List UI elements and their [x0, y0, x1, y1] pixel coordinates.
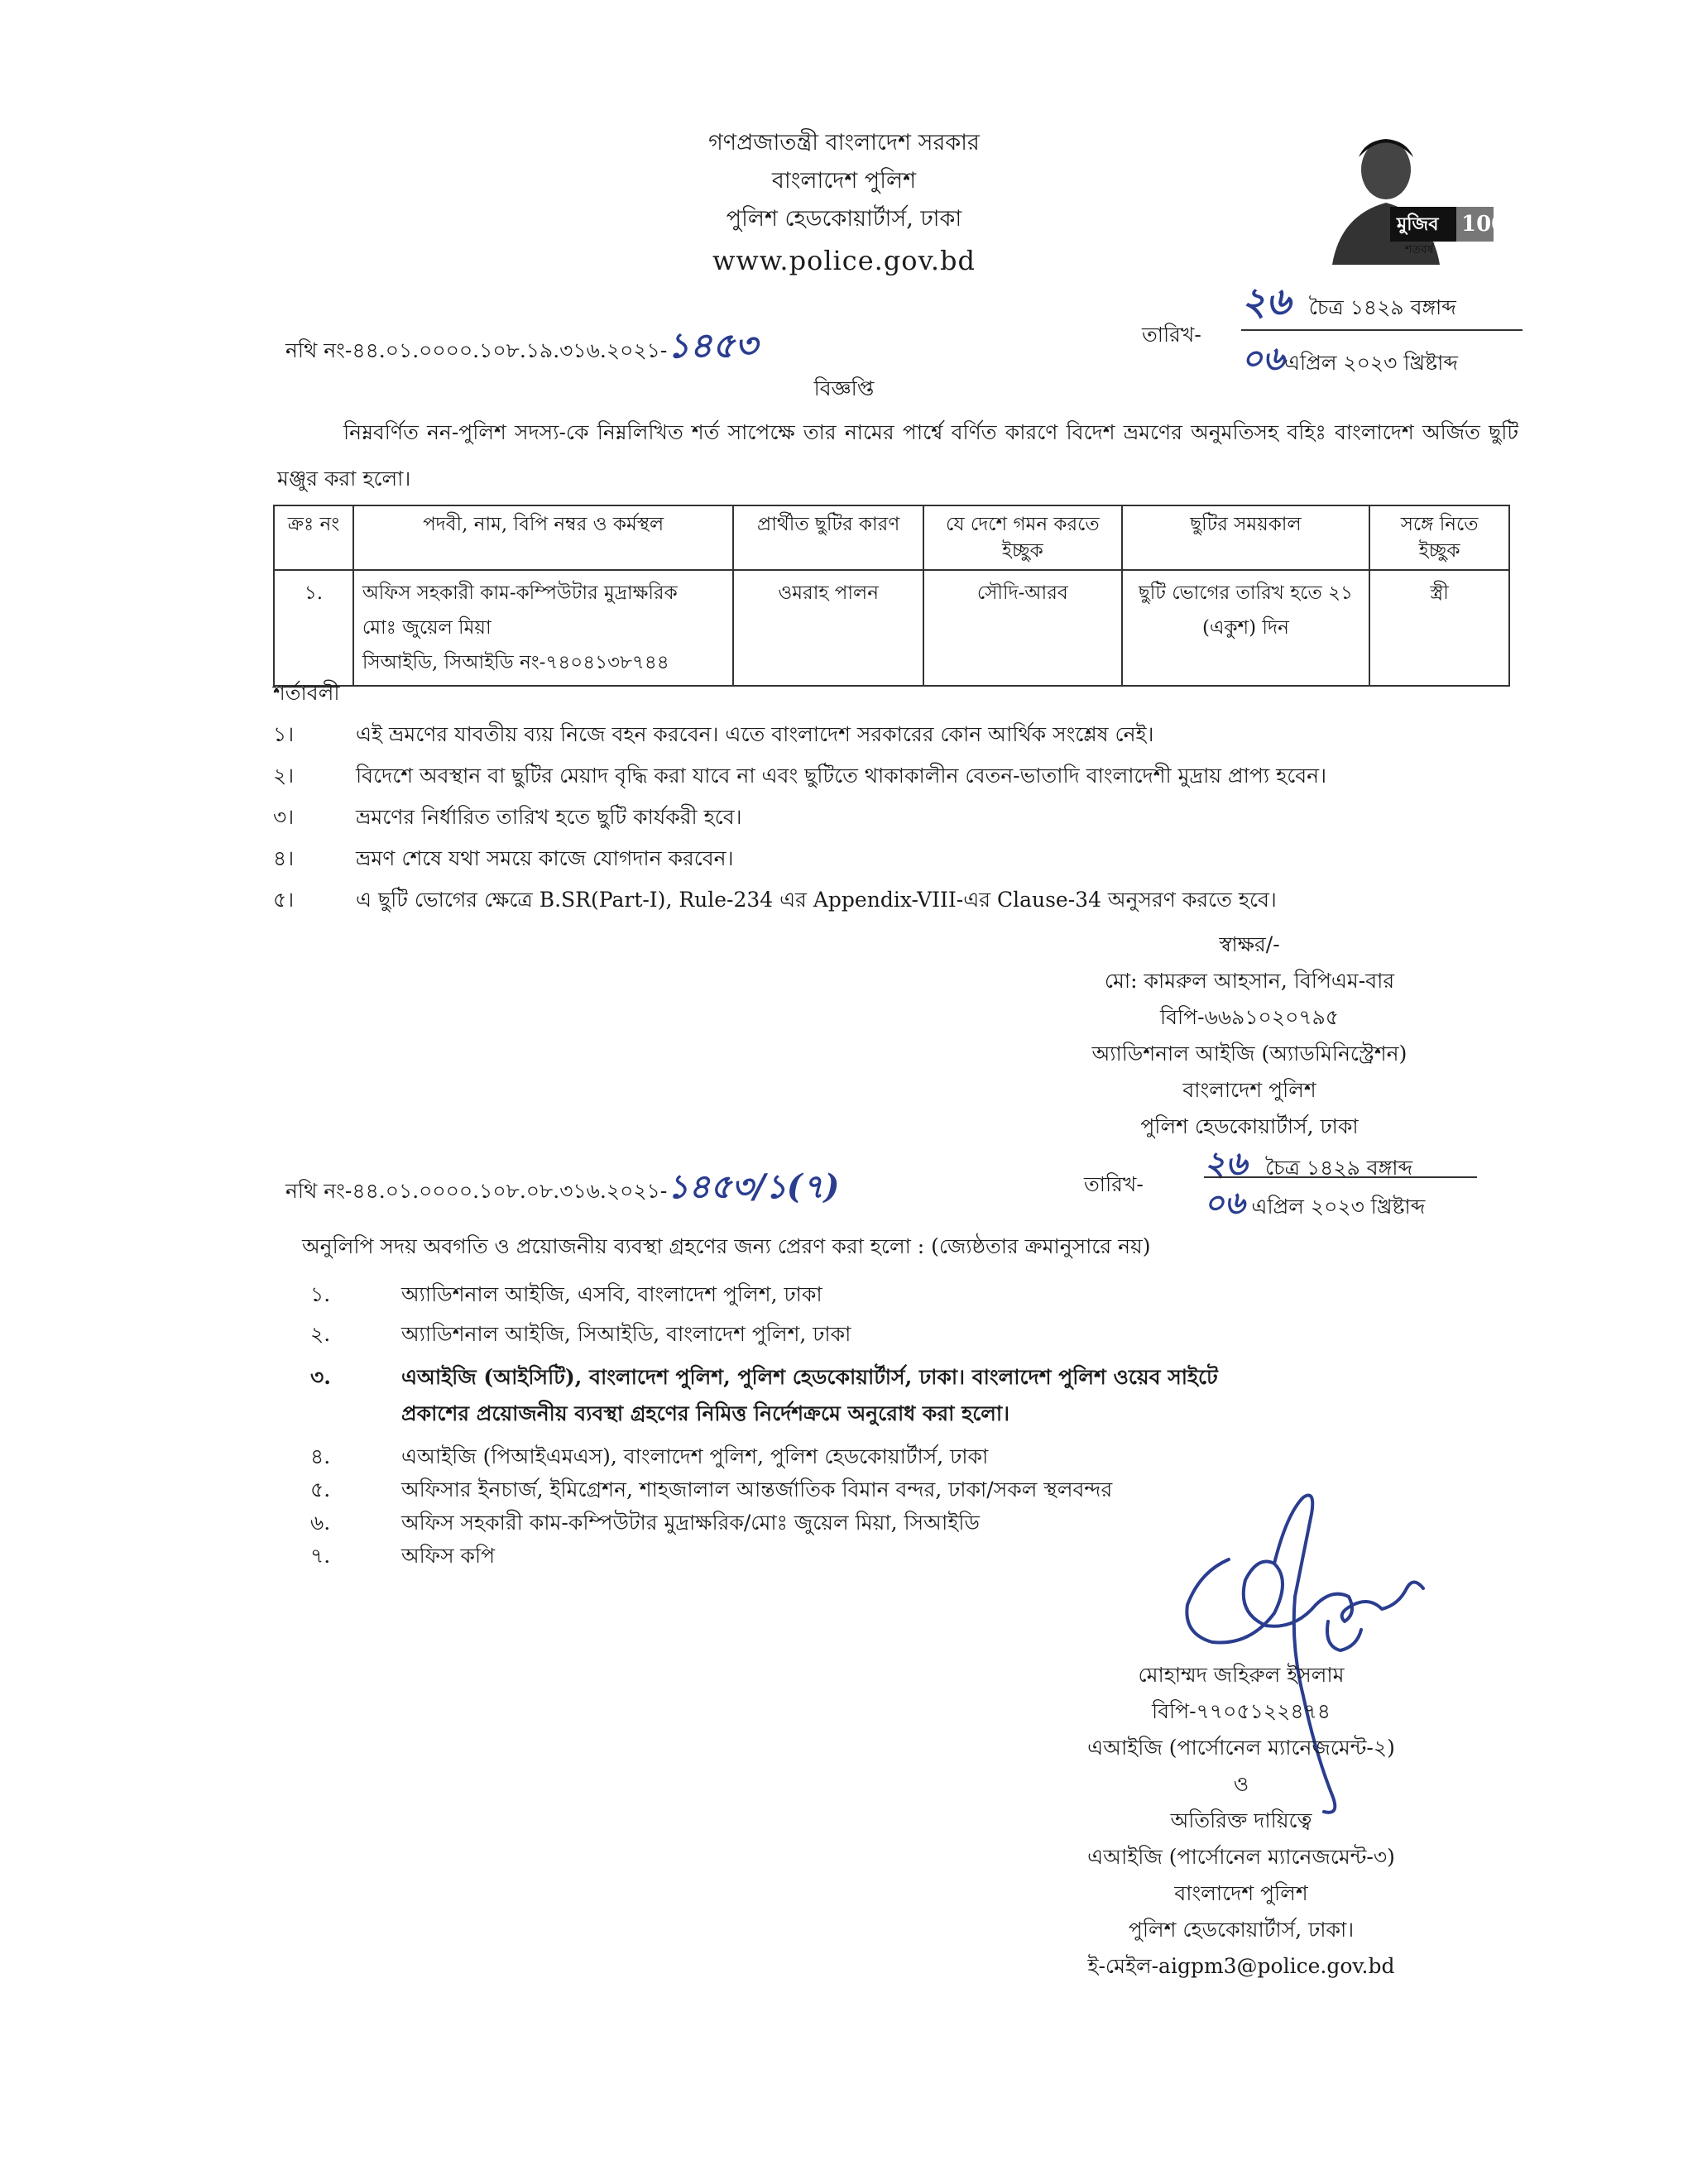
copy-number: ৬.	[310, 1511, 331, 1535]
memo-number-label: নথি নং-৪৪.০১.০০০০.১০৮.১৯.৩১৬.২০২১-	[285, 338, 668, 362]
website-link[interactable]: www.police.gov.bd	[712, 245, 976, 276]
cell-person	[353, 570, 733, 686]
signatory-designation: অ্যাডিশনাল আইজি (অ্যাডমিনিস্ট্রেশন)	[1091, 1042, 1407, 1066]
letterhead	[637, 124, 1051, 280]
col-designation: পদবী, নাম, বিপি নম্বর ও কর্মস্থল	[353, 505, 733, 570]
copy-list	[310, 1278, 1245, 1576]
memo2-date-english-day: ০৬	[1204, 1184, 1245, 1221]
cell-period: ছুটি ভোগের তারিখ হতে ২১ (একুশ) দিন	[1122, 570, 1370, 686]
memo-date-label: তারিখ-	[1142, 323, 1201, 347]
condition-item	[273, 884, 1531, 917]
copy-text: অ্যাডিশনাল আইজি, সিআইডি, বাংলাদেশ পুলিশ, ঢাকা	[401, 1322, 851, 1346]
signatory2-designation: এআইজি (পার্সোনেল ম্যানেজমেন্ট-২)	[1087, 1736, 1395, 1760]
gov-name: গণপ্রজাতন্ত্রী বাংলাদেশ সরকার	[708, 130, 980, 156]
mujib-100-logo	[1307, 124, 1506, 265]
copy-number: ৭.	[310, 1544, 331, 1568]
person-designation: অফিস সহকারী কাম-কম্পিউটার মুদ্রাক্ষরিক	[362, 582, 678, 604]
conditions-list	[273, 718, 1531, 933]
leave-table	[273, 505, 1510, 687]
condition-number: ৩।	[273, 805, 295, 829]
copy-number: ৪.	[310, 1444, 331, 1468]
memo2-date-bangla-rest: চৈত্র ১৪২৯ বঙ্গাব্দ	[1264, 1156, 1413, 1180]
signatory-org: বাংলাদেশ পুলিশ	[1182, 1078, 1316, 1102]
memo2-number-label: নথি নং-৪৪.০১.০০০০.১০৮.০৮.৩১৬.২০২১-	[285, 1179, 668, 1203]
condition-number: ১।	[273, 722, 295, 746]
memo-date-bangla-day: ২৬	[1241, 279, 1291, 323]
memo-date-english-rest: এপ্রিল ২০২৩ খ্রিষ্টাব্দ	[1284, 351, 1458, 375]
memo2-date-label: তারিখ-	[1084, 1172, 1144, 1196]
memo2-date-english-rest: এপ্রিল ২০২৩ খ্রিষ্টাব্দ	[1251, 1195, 1426, 1219]
copy-text: অফিস সহকারী কাম-কম্পিউটার মুদ্রাক্ষরিক/মোঃ জুয়েল মিয়া, সিআইডি	[401, 1511, 980, 1535]
logo-sub: শতবর্ষ	[1405, 243, 1434, 256]
copy-text: এআইজি (পিআইএমএস), বাংলাদেশ পুলিশ, পুলিশ হেডকোয়ার্টার্স, ঢাকা	[401, 1444, 989, 1468]
copy-intro: অনুলিপি সদয় অবগতি ও প্রয়োজনীয় ব্যবস্থা গ্রহণের জন্য প্রেরণ করা হলো : (জ্যেষ্ঠতার ক্রমানুসারে নয়)	[302, 1234, 1151, 1258]
condition-text: ভ্রমণ শেষে যথা সময়ে কাজে যোগদান করবেন।	[356, 846, 734, 870]
logo-text: মুজিব	[1397, 213, 1439, 235]
copy-text: অফিসার ইনচার্জ, ইমিগ্রেশন, শাহজালাল আন্তর্জাতিক বিমান বন্দর, ঢাকা/সকল স্থলবন্দর	[401, 1478, 1113, 1502]
cell-companion: স্ত্রী	[1369, 570, 1509, 686]
memo-number	[285, 318, 757, 377]
copy-number: ৩.	[310, 1365, 331, 1389]
copy-number: ১.	[310, 1282, 331, 1306]
memo2-date-bangla-day: ২৬	[1204, 1144, 1248, 1183]
signatory-block-2	[1034, 1657, 1448, 1985]
memo-number-2	[285, 1161, 840, 1216]
signed-mark: স্বাক্ষর/-	[1219, 932, 1280, 956]
copy-text: অফিস কপি	[401, 1544, 496, 1568]
intro-paragraph: নিম্নবর্ণিত নন-পুলিশ সদস্য-কে নিম্নলিখিত শর্ত সাপেক্ষে তার নামের পার্শ্বে বর্ণিত কারণে বিদেশ ভ্রমণের অনুমতিসহ বহিঃ বাংলাদেশ অর্জিত ছুটি মঞ্জুর করা হলো।	[277, 420, 1518, 491]
signatory2-bp: বিপি-৭৭০৫১২২৪৭৪	[1151, 1699, 1331, 1723]
signatory-block-1	[1018, 927, 1481, 1145]
logo-number: 100	[1461, 212, 1507, 237]
copy-number: ৫.	[310, 1478, 331, 1502]
condition-text: ভ্রমণের নির্ধারিত তারিখ হতে ছুটি কার্যকরী হবে।	[356, 805, 742, 829]
cell-reason: ওমরাহ পালন	[733, 570, 923, 686]
cell-country: সৌদি-আরব	[923, 570, 1122, 686]
memo2-date-english	[1204, 1179, 1425, 1232]
notice-title: বিজ্ঞপ্তি	[813, 376, 875, 400]
signatory2-org: বাংলাদেশ পুলিশ	[1174, 1881, 1308, 1905]
condition-number: ৫।	[273, 888, 295, 912]
signatory2-email[interactable]: ই-মেইল-aigpm3@police.gov.bd	[1087, 1954, 1395, 1978]
signatory-name: মো: কামরুল আহসান, বিপিএম-বার	[1104, 969, 1395, 993]
col-reason: প্রার্থীত ছুটির কারণ	[733, 505, 923, 570]
memo-date-english	[1241, 333, 1458, 388]
memo-number-handwritten: ১৪৫৩	[667, 325, 758, 366]
copy-text: অ্যাডিশনাল আইজি, এসবি, বাংলাদেশ পুলিশ, ঢাকা	[401, 1282, 822, 1306]
condition-item	[273, 759, 1531, 793]
col-companion: সঙ্গে নিতে ইচ্ছুক	[1369, 505, 1509, 570]
person-office: সিআইডি, সিআইডি নং-৭৪০৪১৩৮৭৪৪	[362, 652, 669, 673]
memo2-number-handwritten: ১৪৫৩/১(৭)	[667, 1167, 840, 1206]
condition-text: বিদেশে অবস্থান বা ছুটির মেয়াদ বৃদ্ধি করা যাবে না এবং ছুটিতে থাকাকালীন বেতন-ভাতাদি বাংলাদেশী মুদ্রায় প্রাপ্য হবেন।	[356, 764, 1327, 788]
col-period: ছুটির সময়কাল	[1122, 505, 1370, 570]
date-divider	[1241, 329, 1523, 331]
conditions-title: শর্তাবলী	[273, 681, 340, 705]
date-divider-2	[1204, 1176, 1477, 1178]
memo-date-bangla-rest: চৈত্র ১৪২৯ বঙ্গাব্দ	[1308, 295, 1456, 319]
col-serial: ক্রঃ নং	[274, 505, 353, 570]
org-name: বাংলাদেশ পুলিশ	[771, 168, 917, 194]
condition-item	[273, 801, 1531, 834]
condition-item	[273, 718, 1531, 751]
signatory2-and: ও	[1233, 1772, 1249, 1796]
condition-number: ৪।	[273, 846, 295, 870]
table-header-row	[274, 505, 1509, 570]
signatory-office: পুলিশ হেডকোয়ার্টার্স, ঢাকা	[1140, 1114, 1359, 1138]
signatory2-office: পুলিশ হেডকোয়ার্টার্স, ঢাকা।	[1128, 1918, 1355, 1942]
copy-text: এআইজি (আইসিটি), বাংলাদেশ পুলিশ, পুলিশ হেডকোয়ার্টার্স, ঢাকা। বাংলাদেশ পুলিশ ওয়েব সাইটে প্রকাশের প্রয়োজনীয় ব্যবস্থা গ্রহণের নিমিত্ত নির্দেশক্রমে অনুরোধ করা হলো।	[401, 1365, 1218, 1425]
col-country: যে দেশে গমন করতে ইচ্ছুক	[923, 505, 1122, 570]
condition-text: এ ছুটি ভোগের ক্ষেত্রে B.SR(Part-I), Rule-234 এর Appendix-VIII-এর Clause-34 অনুসরণ করতে হবে।	[356, 888, 1277, 912]
table-row	[274, 570, 1509, 686]
person-name: মোঃ জুয়েল মিয়া	[362, 617, 492, 639]
copy-number: ২.	[310, 1322, 331, 1346]
signatory2-designation-additional: এআইজি (পার্সোনেল ম্যানেজমেন্ট-৩)	[1087, 1845, 1395, 1869]
condition-number: ২।	[273, 764, 295, 788]
memo-date-english-day: ০৬	[1241, 339, 1285, 378]
condition-item	[273, 842, 1531, 875]
cell-serial: ১.	[274, 570, 353, 686]
signatory-bp: বিপি-৬৬৯১০২০৭৯৫	[1159, 1005, 1340, 1029]
signatory2-additional: অতিরিক্ত দায়িত্বে	[1170, 1808, 1312, 1832]
office-name: পুলিশ হেডকোয়ার্টার্স, ঢাকা	[726, 206, 962, 232]
memo-date-bangla	[1241, 273, 1456, 336]
signatory2-name: মোহাম্মদ জহিরুল ইসলাম	[1138, 1663, 1345, 1687]
condition-text: এই ভ্রমণের যাবতীয় ব্যয় নিজে বহন করবেন। এতে বাংলাদেশ সরকারের কোন আর্থিক সংশ্লেষ নেই।	[356, 722, 1154, 746]
